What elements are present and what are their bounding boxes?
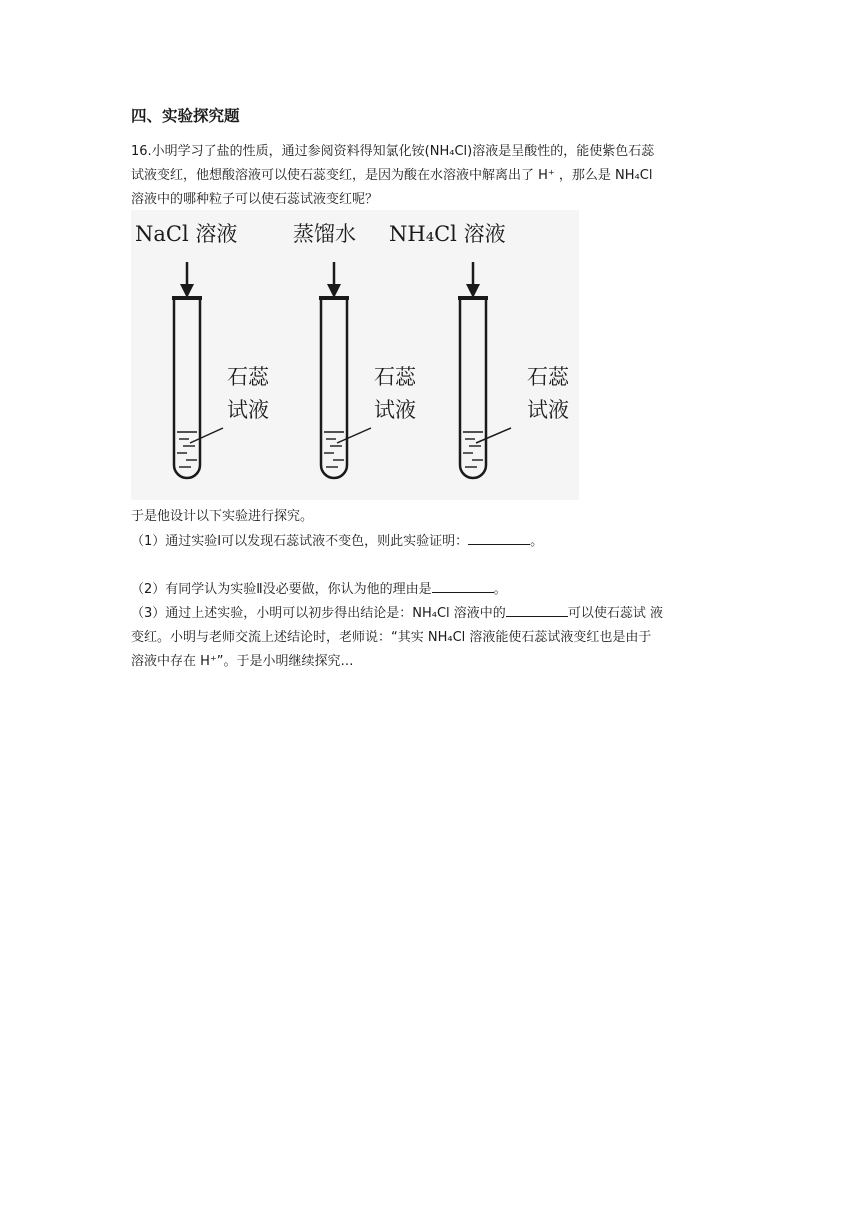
- tube-3-side-label-2: 试液: [527, 398, 569, 422]
- tube-1-liquid: [177, 432, 197, 467]
- tube-1-side-label-1: 石蕊: [227, 365, 269, 389]
- tube-3-body: [460, 300, 486, 478]
- tube-3-rim: [458, 296, 488, 300]
- question-intro-line-2: 试液变红，他想酸溶液可以使石蕊变红，是因为酸在水溶液中解离出了 H⁺ ，那么是 NH₄Cl: [131, 168, 653, 183]
- tube-3-side-label-1: 石蕊: [527, 365, 569, 389]
- test-tube-1: [135, 222, 270, 478]
- q3-text-cont: 可以使石蕊试 液: [567, 606, 663, 621]
- q2-answer-blank[interactable]: [432, 580, 494, 593]
- tube-2-rim: [319, 296, 349, 300]
- sub-question-2: [131, 578, 507, 597]
- sub-question-3-line-1: [131, 602, 663, 621]
- sub-question-1: [131, 530, 543, 549]
- tube-2-side-label-2: 试液: [374, 398, 416, 422]
- tube-1-body: [174, 300, 200, 478]
- tube-1-top-label: NaCl 溶液: [135, 222, 238, 246]
- q2-end: 。: [493, 582, 507, 597]
- tube-2-pointer: [337, 428, 371, 443]
- q3-answer-blank[interactable]: [506, 604, 568, 617]
- tube-1-pointer: [190, 428, 223, 443]
- tube-2-top-label: 蒸馏水: [293, 222, 356, 246]
- tube-3-top-label: NH₄Cl 溶液: [389, 222, 506, 246]
- tube-1-side-label-2: 试液: [227, 398, 269, 422]
- tube-1-rim: [172, 296, 202, 300]
- tube-2-liquid: [324, 432, 344, 467]
- section-title: 四、实验探究题: [131, 107, 240, 125]
- test-tube-2: [293, 222, 417, 478]
- q1-end: 。: [530, 534, 544, 549]
- tube-3-pointer: [476, 428, 511, 443]
- tube-2-body: [321, 300, 347, 478]
- q1-answer-blank[interactable]: [468, 532, 530, 545]
- tube-2-side-label-1: 石蕊: [374, 365, 416, 389]
- test-tube-3: [389, 222, 570, 478]
- after-figure-text: 于是他设计以下实验进行探究。: [131, 509, 314, 524]
- question-intro-line-3: 溶液中的哪种粒子可以使石蕊试液变红呢？: [131, 192, 379, 207]
- q2-text: （2）有同学认为实验Ⅱ没必要做，你认为他的理由是: [131, 582, 432, 597]
- q1-text: （1）通过实验Ⅰ可以发现石蕊试液不变色，则此实验证明：: [131, 534, 469, 549]
- sub-question-3-line-2: 变红。小明与老师交流上述结论时，老师说：“其实 NH₄Cl 溶液能使石蕊试液变红也是由于: [131, 630, 652, 645]
- sub-question-3-line-3: 溶液中存在 H⁺”。于是小明继续探究…: [131, 654, 354, 669]
- arrow-head-icon: [180, 284, 194, 298]
- arrow-head-icon: [327, 284, 341, 298]
- q3-text: （3）通过上述实验，小明可以初步得出结论是：NH₄Cl 溶液中的: [131, 606, 506, 621]
- test-tube-figure: [131, 210, 579, 500]
- question-intro-line-1: 16.小明学习了盐的性质，通过参阅资料得知氯化铵(NH₄Cl)溶液是呈酸性的，能使紫色石蕊: [131, 144, 655, 159]
- arrow-head-icon: [466, 284, 480, 298]
- tube-3-liquid: [463, 432, 483, 467]
